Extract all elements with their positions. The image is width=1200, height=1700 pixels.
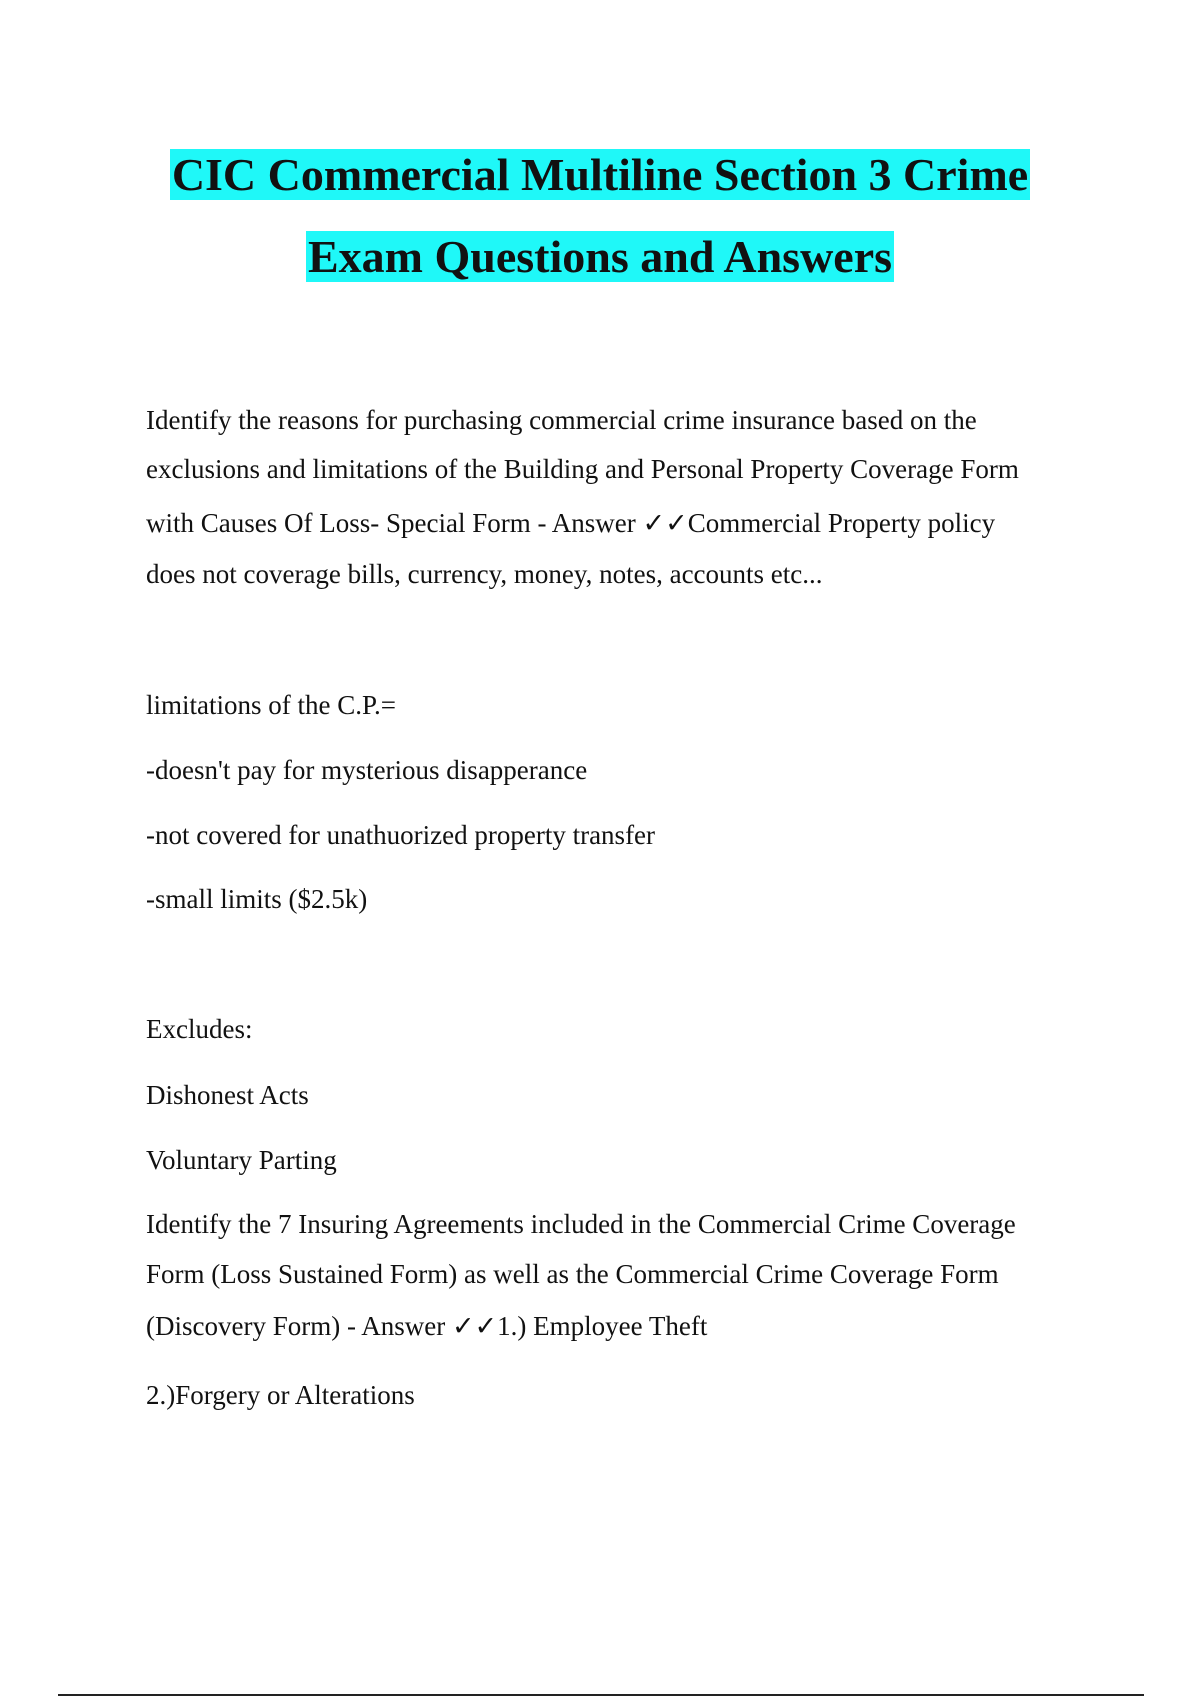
question-1-line-2: exclusions and limitations of the Building and Personal Property Coverage Form	[146, 454, 1019, 484]
exclude-item: Voluntary Parting	[146, 1145, 337, 1175]
question-2-line-1: Identify the 7 Insuring Agreements included in the Commercial Crime Coverage	[146, 1209, 1016, 1239]
question-2-line-2: Form (Loss Sustained Form) as well as the Commercial Crime Coverage Form	[146, 1259, 999, 1289]
limitation-item: -doesn't pay for mysterious disapperance	[146, 755, 588, 785]
question-1-line-1: Identify the reasons for purchasing commercial crime insurance based on the	[146, 405, 977, 435]
limitation-item: -not covered for unathuorized property transfer	[146, 820, 656, 850]
document-title-line-1	[0, 147, 1200, 203]
page-bottom-rule	[58, 1694, 1144, 1696]
question-1-line-4: does not coverage bills, currency, money, notes, accounts etc...	[146, 559, 823, 589]
title-highlight-2: Exam Questions and Answers	[307, 231, 893, 282]
limitation-item: -small limits ($2.5k)	[146, 884, 368, 914]
excludes-heading: Excludes:	[146, 1014, 253, 1044]
title-highlight-1: CIC Commercial Multiline Section 3 Crime	[171, 149, 1029, 200]
question-1-line-3: with Causes Of Loss- Special Form - Answer ✓✓Commercial Property policy	[146, 508, 996, 538]
answer-list-item: 2.)Forgery or Alterations	[146, 1380, 415, 1410]
question-2-line-3: (Discovery Form) - Answer ✓✓1.) Employee Theft	[146, 1311, 708, 1341]
exclude-item: Dishonest Acts	[146, 1080, 309, 1110]
document-title-line-2	[0, 229, 1200, 285]
limitations-heading: limitations of the C.P.=	[146, 690, 396, 720]
